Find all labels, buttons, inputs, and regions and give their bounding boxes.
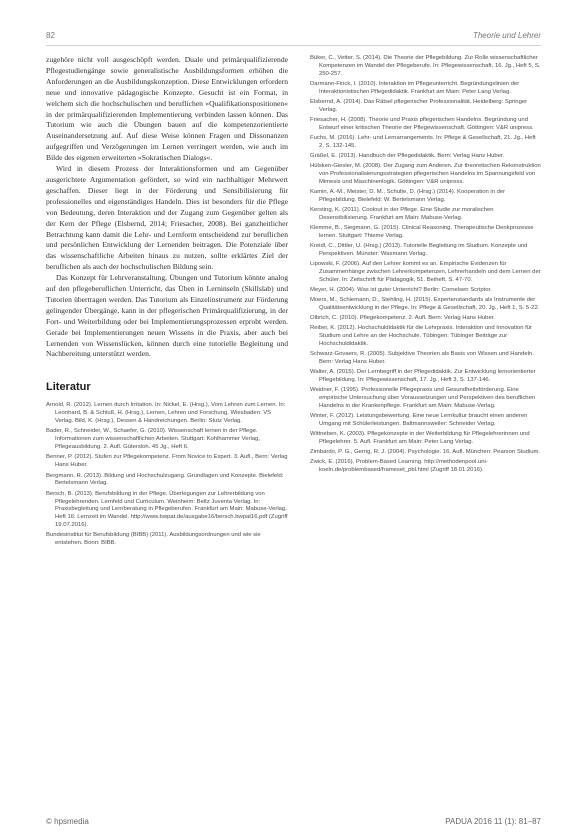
reference-list-right [310, 55, 542, 475]
publisher-mark: © hpsmedia [46, 817, 89, 826]
reference-entry: Friesacher, H. (2008). Theorie und Praxis pflegerischen Handelns. Begründung und Entwurf einer kritischen Theorie der Pflegewissenschaft. Göttingen: V&R unipress. [310, 116, 534, 131]
header-rule [46, 45, 541, 46]
reference-list-left [46, 402, 288, 548]
reference-entry: Kersting, K. (2011). Coolout in der Pflege. Eine Studie zur moralischen Desensibilisierung. Frankfurt am Main: Mabuse-Verlag. [310, 206, 494, 221]
body-paragraph: Das Konzept für Lehrveranstaltung, Übungen und Tutorium könnte analog auf den pflegeberuflichen Unterricht, das Üben in Lerninseln (Skillslab) und Tutorien übertragen werden. Das Tutorium als Einzelinstrument zur Förderung gelingender Übergänge, kann in der pflegerischen Primärqualifizierung, in der Fort- und Weiterbildung oder bei Implementierungsprozessen erprobt werden. Gerade bei Implementierungen neuen Wissens in die Praxis, aber auch bei Lernenden von Wissenslücken, können durch eine tutorielle Begleitung und Nachbereitung unterstützt werden. [46, 273, 288, 359]
reference-entry: Lipowski, F. (2006). Auf den Lehrer kommt es an. Empirische Evidenzen für Zusammenhänge zwischen Lehrerkompetenzen, Lehrerhandeln und dem Lernen der Schüler. In: Zeitschrift für Pädagogik, 51. Beiheft, S. 47-70. [310, 260, 541, 283]
reference-entry: Büker, C., Vetter, S. (2014). Die Theorie der Pflegebildung. Zur Rolle wissenschaftlicher Kompetenzen im Wandel der Pflegeberufe. In: Pflegewissenschaft, 16. Jg., Heft 5, S. 250-257. [310, 55, 541, 77]
reference-entry: Schwarz-Govaers, R. (2005). Subjektive Theorien als Basis von Wissen und Handeln. Bern: Verlag Hans Huber. [310, 350, 534, 365]
running-header [46, 31, 541, 44]
reference-entry: Hülsken-Giesler, M. (2008). Der Zugang zum Anderen. Zur theoretischen Rekonstruktion von Professionalisierungsstrategien pflegerischen Handelns im Spannungsfeld von Mimesis und Maschinenlogik. Göttingen: V&R unipress. [310, 163, 541, 185]
references-heading: Literatur [46, 381, 91, 394]
page-number: 82 [46, 31, 55, 40]
body-paragraph: Wird in diesem Prozess der Interaktionsformen und am Gegenüber ausgerichtete Argumentation gefördert, so wird ein nachhaltiger Mehrwert geschaffen. Dieser liegt in der Förderung und Sensibilisierung für professionelles und eigenständiges Handeln. Dies ist besonders für die Pflege von Bedeutung, deren Interaktion und der Zugang zum Gegenüber gelten als der Kern der Pflege (Elsbernd, 2014; Friesacher, 2008). Bei ganzheitlicher Betrachtung kann damit die Lehr- und Lernform entscheidend zur beruflichen und persönlichen Entwicklung der Lernenden beitragen. Die Potenziale über das wissenschaftliche Arbeiten hinaus zu nutzen, sollte erklärtes Ziel der beruflichen als auch der hochschulischen Bildung sein. [46, 164, 288, 272]
reference-entry: Klemme, B., Siegmann, G. (2015). Clinical Reasoning. Therapeutische Denkprozesse lernen. Stuttgart: Thieme Verlag. [310, 224, 534, 239]
reference-entry: Olbrich, C. (2010). Pflegekompetenz. 2. Aufl. Bern: Verlag Hans Huber. [310, 314, 495, 321]
reference-entry: Moers, M., Schiemann, D., Stehling, H. (2015). Expertenstandards als Instrumente der Qualitätsentwicklung in der Pflege. In: Pflege & Gesellschaft, 20. Jg., Heft 1, S. 5-22. [310, 296, 540, 311]
reference-entry: Wittneben, K. (2003). Pflegekonzepte in der Weiterbildung für Pflegelehrerinnen und Pflegelehrer. 5. Aufl. Frankfurt am Main: Peter Lang Verlag. [310, 430, 530, 445]
reference-entry: Zimbardo, P. G., Gerrig, R. J. (2004). Psychologie. 16. Aufl. München: Pearson Studium. [310, 448, 541, 455]
reference-entry: Gräßel, E. (2013). Handbuch der Pflegedidaktik. Bern: Verlag Hans Huber. [310, 152, 505, 159]
reference-entry: Meyer, H. (2004). Was ist guter Unterricht? Berlin: Cornelsen Scriptor. [310, 286, 492, 293]
reference-entry: Bergmann, R. (2013). Bildung und Hochschulzugang. Grundlagen und Konzepte. Bielefeld: Bertelsmann Verlag. [46, 472, 284, 487]
reference-entry: Arnold, R. (2012). Lernen durch Irritation. In: Nickel, E. (Hrsg.), Vom Lehren zum Lernen. In: Leonhard, B. & Schluß, H. (Hrsg.), Lernen, Lehren und Forschung. Wiesbaden: VS Verlag. Bild, K. (Hrsg.), Dessen & Handreichungen. Berlin: Stutz Verlag. [46, 402, 286, 425]
reference-entry: Bundesinstitut für Berufsbildung (BIBB) (2011). Ausbildungsordnungen und wie sie entstehen. Bonn: BIBB. [46, 532, 261, 547]
reference-entry: Weidner, F. (1995). Professionelle Pflegepraxis und Gesundheitsförderung. Eine empirische Untersuchung über Voraussetzungen und Perspektiven des beruflichen Handelns in der Krankenpflege. Frankfurt am Main: Mabuse-Verlag. [310, 386, 536, 409]
reference-entry: Elsbernd, A. (2014). Das Rätsel pflegerischer Professionalität. Heidelberg: Springer Verlag. [310, 98, 528, 113]
reference-entry: Bersch, B. (2013). Berufsbildung in der Pflege. Überlegungen zur Lehrerbildung von Pflegelehrenden. Lernfeld und Curriculum. Weinheim: Beltz Juventa Verlag. In: Praxisbegleitung und Lernberatung in Pflegeberufen. Frankfurt am Main: Mabuse-Verlag. Heft 16: Lernzeit im Wandel. http://www.bwpat.de/ausgabe16/bersch.bwpat16.pdf (Zugriff 19.07.2016). [46, 490, 288, 529]
reference-entry: Winter, F. (2012). Leistungsbewertung. Eine neue Lernkultur braucht einen anderen Umgang mit Schülerleistungen. Baltmannsweiler: Schneider Verlag. [310, 412, 528, 427]
reference-entry: Bader, R., Schneider, W., Schaefer, G. (2010). Wissenschaft lernen in der Pflege. Informationen zum wissenschaftlichen Arbeiten. Stuttgart: Kohlhammer Verlag, Pflegeausbildung. 2. Aufl. Gütersloh. 45 Jg., Heft 6. [46, 428, 260, 451]
body-paragraph: zugehöre nicht voll ausgeschöpft werden. Duale und primärqualifizierende Pflegestudiengänge sowie generalistische Ausbildungsformen erhöhen die Anforderungen an die Ausbildungskonzeption. Diese Entwicklungen erfordern neue und innovative pädagogische Konzepte. Gesucht ist ein Format, in welchem sich die hochschulischen und beruflichen »Qualifikationspositionen« in der primärqualifizierenden Implementierung verbinden lassen können. Das Tutorium wie auch die Übungen bauen auf die kompetenzorientierte Auseinandersetzung auf. Auf diese Weise können Fragen und Dissonanzen aufgegriffen und Verzögerungen im Lernen verringert werden, wie auch im Bilde des eigenen erweiterten »Sokratischen Dialogs«. [46, 55, 288, 163]
reference-entry: Kamin, A.-M., Meister, D. M., Schulte, D. (Hrsg.) (2014). Kooperation in der Pflegebildung. Bielefeld: W. Bertelsmann Verlag. [310, 188, 506, 203]
reference-entry: Darmann-Finck, I. (2010). Interaktion im Pflegeunterricht. Begründungslinien der Interaktionistischen Pflegedidaktik. Frankfurt am Main: Peter Lang Verlag. [310, 80, 520, 95]
reference-entry: Reiber, K. (2012). Hochschuldidaktik für die Lehrpraxis. Interaktion und Innovation für Studium und Lehre an der Hochschule. Tübingen: Tübinger Beiträge zur Hochschuldidaktik. [310, 325, 533, 347]
journal-citation: PADUA 2016 11 (1): 81–87 [445, 817, 541, 826]
reference-entry: Fuchs, M. (2016). Lehr- und Lernarrangements. In: Pflege & Gesellschaft, 21. Jg., Heft 2, S. 132-145. [310, 134, 536, 149]
right-column [310, 55, 542, 817]
left-column [46, 55, 288, 817]
section-title: Theorie und Lehrer [472, 31, 541, 40]
reference-entry: Benner, P. (2012). Stufen zur Pflegekompetenz. From Novice to Expert. 3. Aufl., Bern: Verlag Hans Huber. [46, 454, 288, 469]
reference-entry: Zwick, E. (2016). Problem-Based Learning. http://methodenpool.uni-koeln.de/problembased/frameset_pbl.html (Zugriff 18.01.2016). [310, 458, 488, 473]
reference-entry: Kreidl, C., Dittler, U. (Hrsg.) (2013). Tutorielle Begleitung im Studium. Konzepte und Perspektiven. Münster: Waxmann Verlag. [310, 242, 528, 257]
reference-entry: Walter, A. (2015). Der Lernbegriff in der Pflegedidaktik. Zur Entwicklung lernorientierter Pflegebildung. In: Pflegewissenschaft, 17. Jg., Heft 3, S. 137-146. [310, 368, 536, 383]
page-footer [46, 817, 541, 829]
